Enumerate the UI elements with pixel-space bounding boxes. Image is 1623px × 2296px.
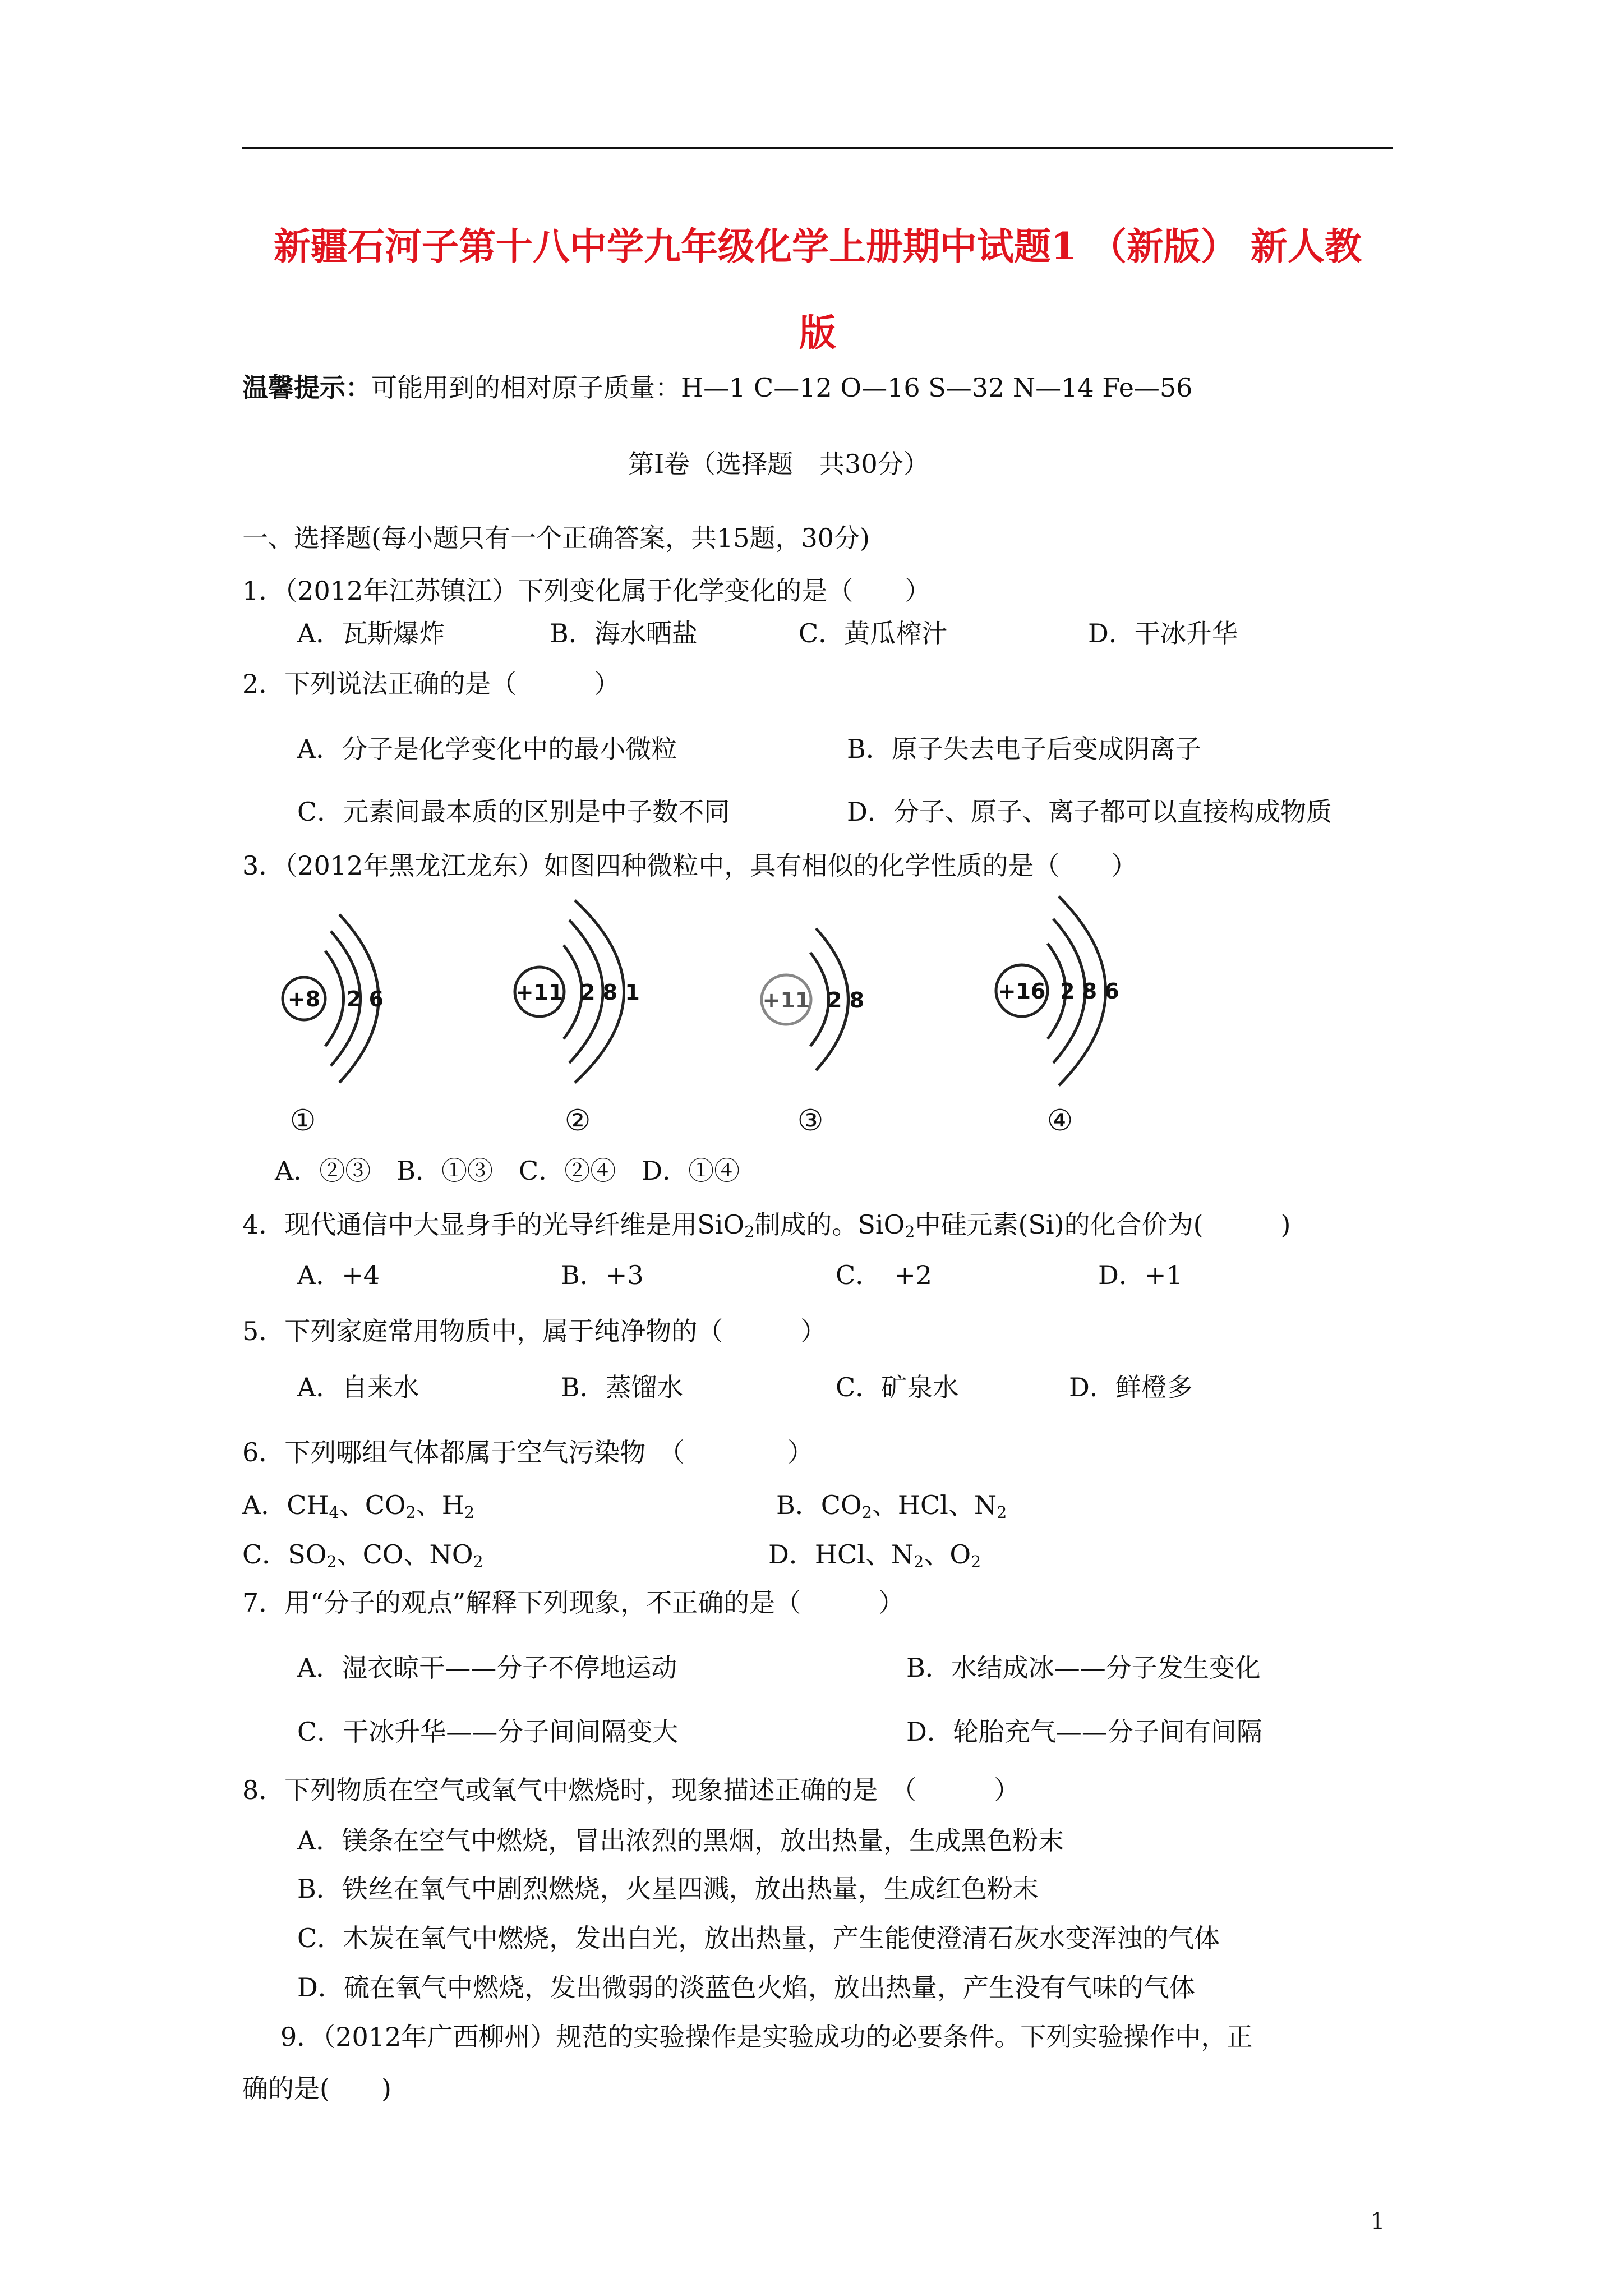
q2-stem: 2．下列说法正确的是（ ） bbox=[242, 669, 620, 699]
particle-2-label: ② bbox=[564, 1104, 591, 1138]
q4-option-c: C． +2 bbox=[836, 1260, 933, 1290]
q3-options: A．②③ B．①③ C．②④ D．①④ bbox=[275, 1156, 740, 1186]
q4-option-d: D．+1 bbox=[1098, 1260, 1183, 1290]
particle-4-nucleus: +16 bbox=[998, 979, 1046, 1004]
q2-option-b: B．原子失去电子后变成阴离子 bbox=[847, 734, 1201, 764]
q4-stem bbox=[242, 1209, 1291, 1242]
q6-d-text1: D．HCl、N bbox=[768, 1539, 914, 1570]
q6-d-text2: 、O bbox=[924, 1539, 971, 1570]
q6-option-c bbox=[242, 1539, 483, 1572]
q6-option-d bbox=[768, 1539, 981, 1572]
q4-stem-part3: 中硅元素(Si)的化合价为( ) bbox=[915, 1209, 1291, 1240]
q8-option-b: B．铁丝在氧气中剧烈燃烧，火星四溅，放出热量，生成红色粉末 bbox=[297, 1874, 1039, 1904]
q4-subscript-2: 2 bbox=[905, 1223, 915, 1242]
particle-1-electrons: 2 6 bbox=[347, 987, 384, 1011]
q8-stem: 8．下列物质在空气或氧气中燃烧时，现象描述正确的是 （ ） bbox=[242, 1775, 1020, 1805]
q4-option-a: A．+4 bbox=[297, 1260, 380, 1290]
q1-option-c: C．黄瓜榨汁 bbox=[799, 618, 948, 648]
q5-option-c: C．矿泉水 bbox=[836, 1372, 959, 1402]
q4-option-b: B．+3 bbox=[561, 1260, 644, 1290]
q1-option-d: D．干冰升华 bbox=[1088, 618, 1238, 648]
q6-a-text3: 、H bbox=[416, 1490, 464, 1520]
q3-stem: 3．（2012年黑龙江龙东）如图四种微粒中，具有相似的化学性质的是（ ） bbox=[242, 850, 1137, 881]
q8-option-a: A．镁条在空气中燃烧，冒出浓烈的黑烟，放出热量，生成黑色粉末 bbox=[297, 1825, 1064, 1856]
q6-c-sub2: 2 bbox=[473, 1553, 483, 1572]
hint-text: 可能用到的相对原子质量：H—1 C—12 O—16 S—32 N—14 Fe—56 bbox=[371, 372, 1193, 403]
particle-2-nucleus: +11 bbox=[515, 980, 564, 1005]
q6-d-sub1: 2 bbox=[914, 1553, 924, 1572]
particle-4-electrons: 2 8 6 bbox=[1060, 979, 1119, 1004]
particle-4-label: ④ bbox=[1046, 1104, 1073, 1138]
q5-stem: 5．下列家庭常用物质中，属于纯净物的（ ） bbox=[242, 1316, 827, 1346]
q6-a-text1: A．CH bbox=[242, 1490, 329, 1520]
hint-line bbox=[242, 372, 1193, 403]
document-title-line1: 新疆石河子第十八中学九年级化学上册期中试题1 （新版） 新人教 bbox=[274, 224, 1362, 268]
q9-stem-line1: 9．（2012年广西柳州）规范的实验操作是实验成功的必要条件。下列实验操作中，正 bbox=[280, 2022, 1253, 2052]
q6-b-sub2: 2 bbox=[997, 1503, 1007, 1522]
particle-1-nucleus: +8 bbox=[287, 987, 321, 1011]
part-one-heading: 一、选择题(每小题只有一个正确答案，共15题，30分) bbox=[242, 523, 870, 553]
atomic-structure-diagram bbox=[264, 892, 1178, 1139]
q7-option-d: D．轮胎充气——分子间有间隔 bbox=[906, 1717, 1262, 1747]
q5-option-b: B．蒸馏水 bbox=[561, 1372, 683, 1402]
q6-option-a bbox=[242, 1490, 475, 1522]
q7-option-a: A．湿衣晾干——分子不停地运动 bbox=[297, 1653, 677, 1683]
particle-3-shell-1 bbox=[810, 953, 829, 1046]
q4-stem-part1: 4．现代通信中大显身手的光导纤维是用SiO bbox=[242, 1209, 745, 1240]
q5-option-d: D．鲜橙多 bbox=[1069, 1372, 1193, 1402]
q1-stem: 1．（2012年江苏镇江）下列变化属于化学变化的是（ ） bbox=[242, 576, 931, 606]
q8-option-d: D．硫在氧气中燃烧，发出微弱的淡蓝色火焰，放出热量，产生没有气味的气体 bbox=[297, 1972, 1195, 2003]
particle-3-electrons: 2 8 bbox=[827, 988, 865, 1013]
page-number: 1 bbox=[1371, 2208, 1385, 2234]
q6-c-text2: 、CO、NO bbox=[336, 1539, 473, 1570]
q4-stem-part2: 制成的。SiO bbox=[754, 1209, 905, 1240]
particle-2-shell-1 bbox=[564, 945, 582, 1039]
section-title: 第Ⅰ卷（选择题 共30分） bbox=[628, 449, 929, 479]
q6-b-text2: 、HCl、N bbox=[872, 1490, 997, 1520]
particle-1-label: ① bbox=[289, 1104, 316, 1138]
q4-subscript-1: 2 bbox=[744, 1223, 755, 1242]
q6-a-sub1: 4 bbox=[329, 1503, 339, 1522]
q2-option-d: D．分子、原子、离子都可以直接构成物质 bbox=[847, 797, 1332, 827]
particle-3-label: ③ bbox=[797, 1104, 824, 1138]
q6-option-b bbox=[776, 1490, 1007, 1522]
q6-stem: 6．下列哪组气体都属于空气污染物 （ ） bbox=[242, 1437, 814, 1467]
hint-label: 温馨提示： bbox=[242, 372, 371, 403]
q7-option-c: C．干冰升华——分子间间隔变大 bbox=[297, 1717, 679, 1747]
q6-c-text1: C．SO bbox=[242, 1539, 327, 1570]
q6-a-sub2: 2 bbox=[405, 1503, 416, 1522]
q7-option-b: B．水结成冰——分子发生变化 bbox=[906, 1653, 1261, 1683]
q2-option-c: C．元素间最本质的区别是中子数不同 bbox=[297, 797, 730, 827]
particle-2-electrons: 2 8 1 bbox=[580, 980, 640, 1005]
particle-3-nucleus: +11 bbox=[762, 988, 810, 1013]
q6-a-text2: 、CO bbox=[339, 1490, 406, 1520]
q7-stem: 7．用“分子的观点”解释下列现象，不正确的是（ ） bbox=[242, 1588, 905, 1618]
q6-a-sub3: 2 bbox=[464, 1503, 475, 1522]
q5-option-a: A．自来水 bbox=[297, 1372, 419, 1402]
q6-b-text1: B．CO bbox=[776, 1490, 862, 1520]
q6-d-sub2: 2 bbox=[971, 1553, 981, 1572]
header-rule bbox=[242, 147, 1393, 149]
document-title-line2: 版 bbox=[799, 311, 836, 355]
q1-option-b: B．海水晒盐 bbox=[550, 618, 698, 648]
q8-option-c: C．木炭在氧气中燃烧，发出白光，放出热量，产生能使澄清石灰水变浑浊的气体 bbox=[297, 1923, 1220, 1953]
q1-option-a: A．瓦斯爆炸 bbox=[297, 618, 445, 648]
particle-1-shell-1 bbox=[325, 951, 344, 1046]
q2-option-a: A．分子是化学变化中的最小微粒 bbox=[297, 734, 677, 764]
q6-c-sub1: 2 bbox=[326, 1553, 337, 1572]
q9-stem-line2: 确的是( ) bbox=[242, 2073, 391, 2104]
q6-b-sub1: 2 bbox=[861, 1503, 872, 1522]
